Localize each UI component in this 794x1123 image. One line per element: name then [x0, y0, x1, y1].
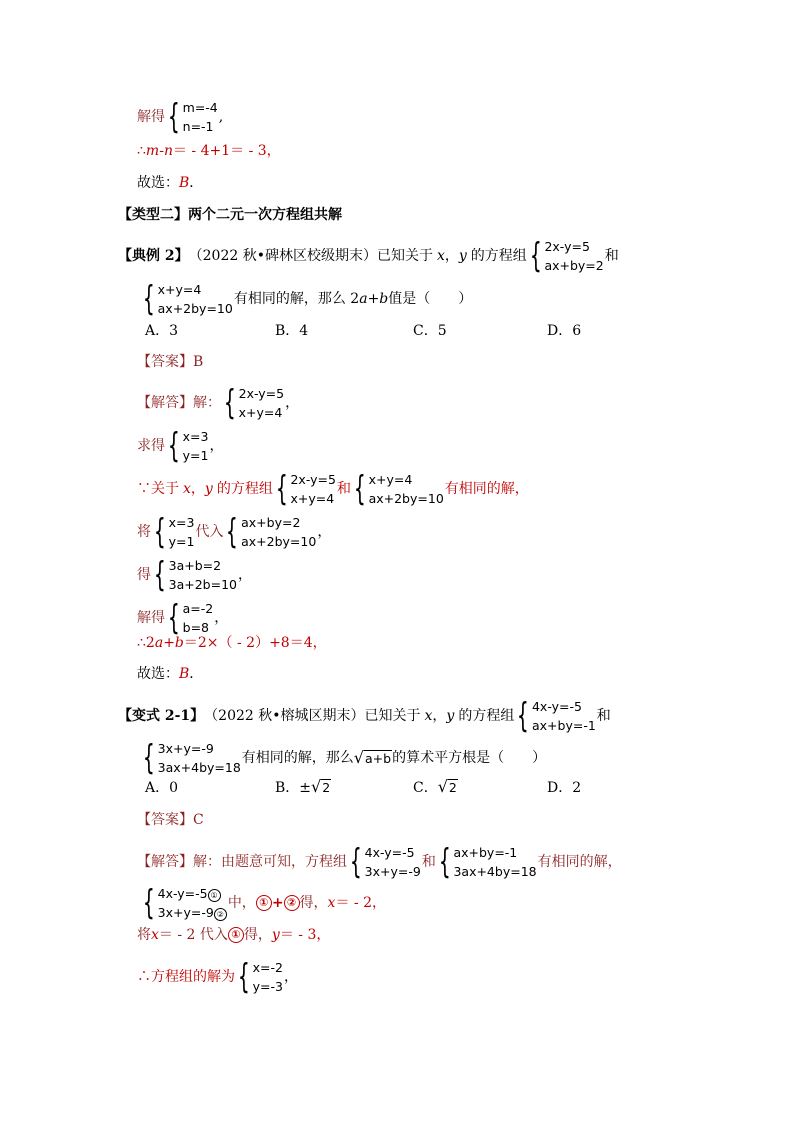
therefore-line: ∴ m - n ＝ - 4+1＝ - 3， — [137, 143, 281, 159]
option-b: B．± √ 2 — [275, 777, 331, 796]
choice-line: 故选： B ． — [137, 175, 204, 191]
solution-line-4: 将 { x=3 y=1 代入 { ax+by=2 ax+2by=10 ， — [137, 512, 332, 552]
equation-system: { 3a+b=2 3a+2b=10 — [153, 555, 237, 595]
equation-system: { x=3 y=1 — [167, 426, 209, 466]
equation-system: { 4x-y=-5 3x+y=-9 — [349, 842, 421, 882]
equation-system: { 3x+y=-9 3ax+4by=18 — [142, 738, 241, 778]
solution-line-3: 将 x ＝ - 2 代入 ① 得， y ＝ - 3， — [137, 927, 331, 943]
option-c: C． √ 2 — [413, 777, 457, 796]
equation-system: { x=3 y=1 — [153, 512, 195, 552]
variant-label: 【变式 2-1】 — [118, 708, 205, 724]
equation-system: { 2x-y=5 x+y=4 — [223, 383, 285, 423]
answer-line: 【答案】 B — [137, 354, 204, 370]
answer-line: 【答案】 C — [137, 812, 204, 828]
equation-system: { m=-4 n=-1 — [167, 97, 218, 137]
option-a: A．0 — [145, 780, 179, 796]
circled-one: ① — [228, 927, 244, 943]
equation-system: { ax+by=-1 3ax+4by=18 — [438, 842, 537, 882]
choice-line: 故选： B ． — [137, 666, 204, 682]
solve-label: 解得 — [137, 109, 165, 125]
option-a: A．3 — [145, 323, 179, 339]
option-d: D．2 — [547, 780, 582, 796]
equation-system: { x+y=4 ax+2by=10 — [353, 469, 444, 509]
solution-line-1: 【解答】 解： { 2x-y=5 x+y=4 ， — [137, 383, 300, 423]
option-b: B．4 — [275, 323, 309, 339]
solution-line-2: { 4x-y=-5 ① 3x+y=-9 ② 中， ① + ② 得， x ＝ - 2， — [142, 883, 386, 923]
example-label: 【典例 2】 — [118, 248, 189, 264]
solution-final: ∴2 a + b ＝2×（ - 2）+8＝4， — [137, 635, 327, 651]
circled-one: ① — [256, 895, 272, 911]
equation-system: { x+y=4 ax+2by=10 — [142, 279, 233, 319]
circled-two: ② — [284, 895, 300, 911]
variant-question-cont: { 3x+y=-9 3ax+4by=18 有相同的解，那么 √ a+b 的算术平方根是（ ） — [142, 738, 547, 778]
solution-line-3: ∵关于 x ， y 的方程组 { 2x-y=5 x+y=4 和 { x+y=4 ax+2by=10 有相同的解， — [137, 469, 529, 509]
section-heading: 【类型二】两个二元一次方程组共解 — [118, 207, 342, 223]
equation-system: { 2x-y=5 x+y=4 — [275, 469, 336, 509]
example-question: 【典例 2】 （2022 秋•碑林区校级期末）已知关于 x ， y 的方程组 { 2x-y=5 ax+by=2 和 — [118, 236, 619, 276]
equation-system: { x=-2 y=-3 — [237, 957, 283, 997]
option-d: D．6 — [547, 323, 582, 339]
equation-system: { 4x-y=-5 ① 3x+y=-9 ② — [141, 884, 227, 922]
equation-system: { ax+by=2 ax+2by=10 — [226, 512, 317, 552]
equation-system: { a=-2 b=8 — [167, 598, 214, 638]
sqrt-expression: √ a+b — [353, 748, 392, 767]
solution-line-6: 解得 { a=-2 b=8 ， — [137, 598, 229, 638]
solution-line-5: 得 { 3a+b=2 3a+2b=10 ， — [137, 555, 252, 595]
solve-result-line: 解得 { m=-4 n=-1 , — [137, 97, 224, 137]
option-c: C．5 — [413, 323, 447, 339]
solution-line-1: 【解答】 解：由题意可知，方程组 { 4x-y=-5 3x+y=-9 和 { ax+by=-1 3ax+4by=18 有相同的解， — [137, 842, 622, 882]
equation-system: { 4x-y=-5 ax+by=-1 — [517, 696, 596, 736]
equation-system: { 2x-y=5 ax+by=2 — [529, 236, 604, 276]
solution-conclusion: ∴方程组的解为 { x=-2 y=-3 ， — [137, 957, 298, 997]
variant-question: 【变式 2-1】 （2022 秋•榕城区期末）已知关于 x ， y 的方程组 { 4x-y=-5 ax+by=-1 和 — [118, 696, 611, 736]
example-question-cont: { x+y=4 ax+2by=10 有相同的解，那么 2 a + b 值是（ ） — [142, 279, 473, 319]
solution-line-2: 求得 { x=3 y=1 ， — [137, 426, 224, 466]
